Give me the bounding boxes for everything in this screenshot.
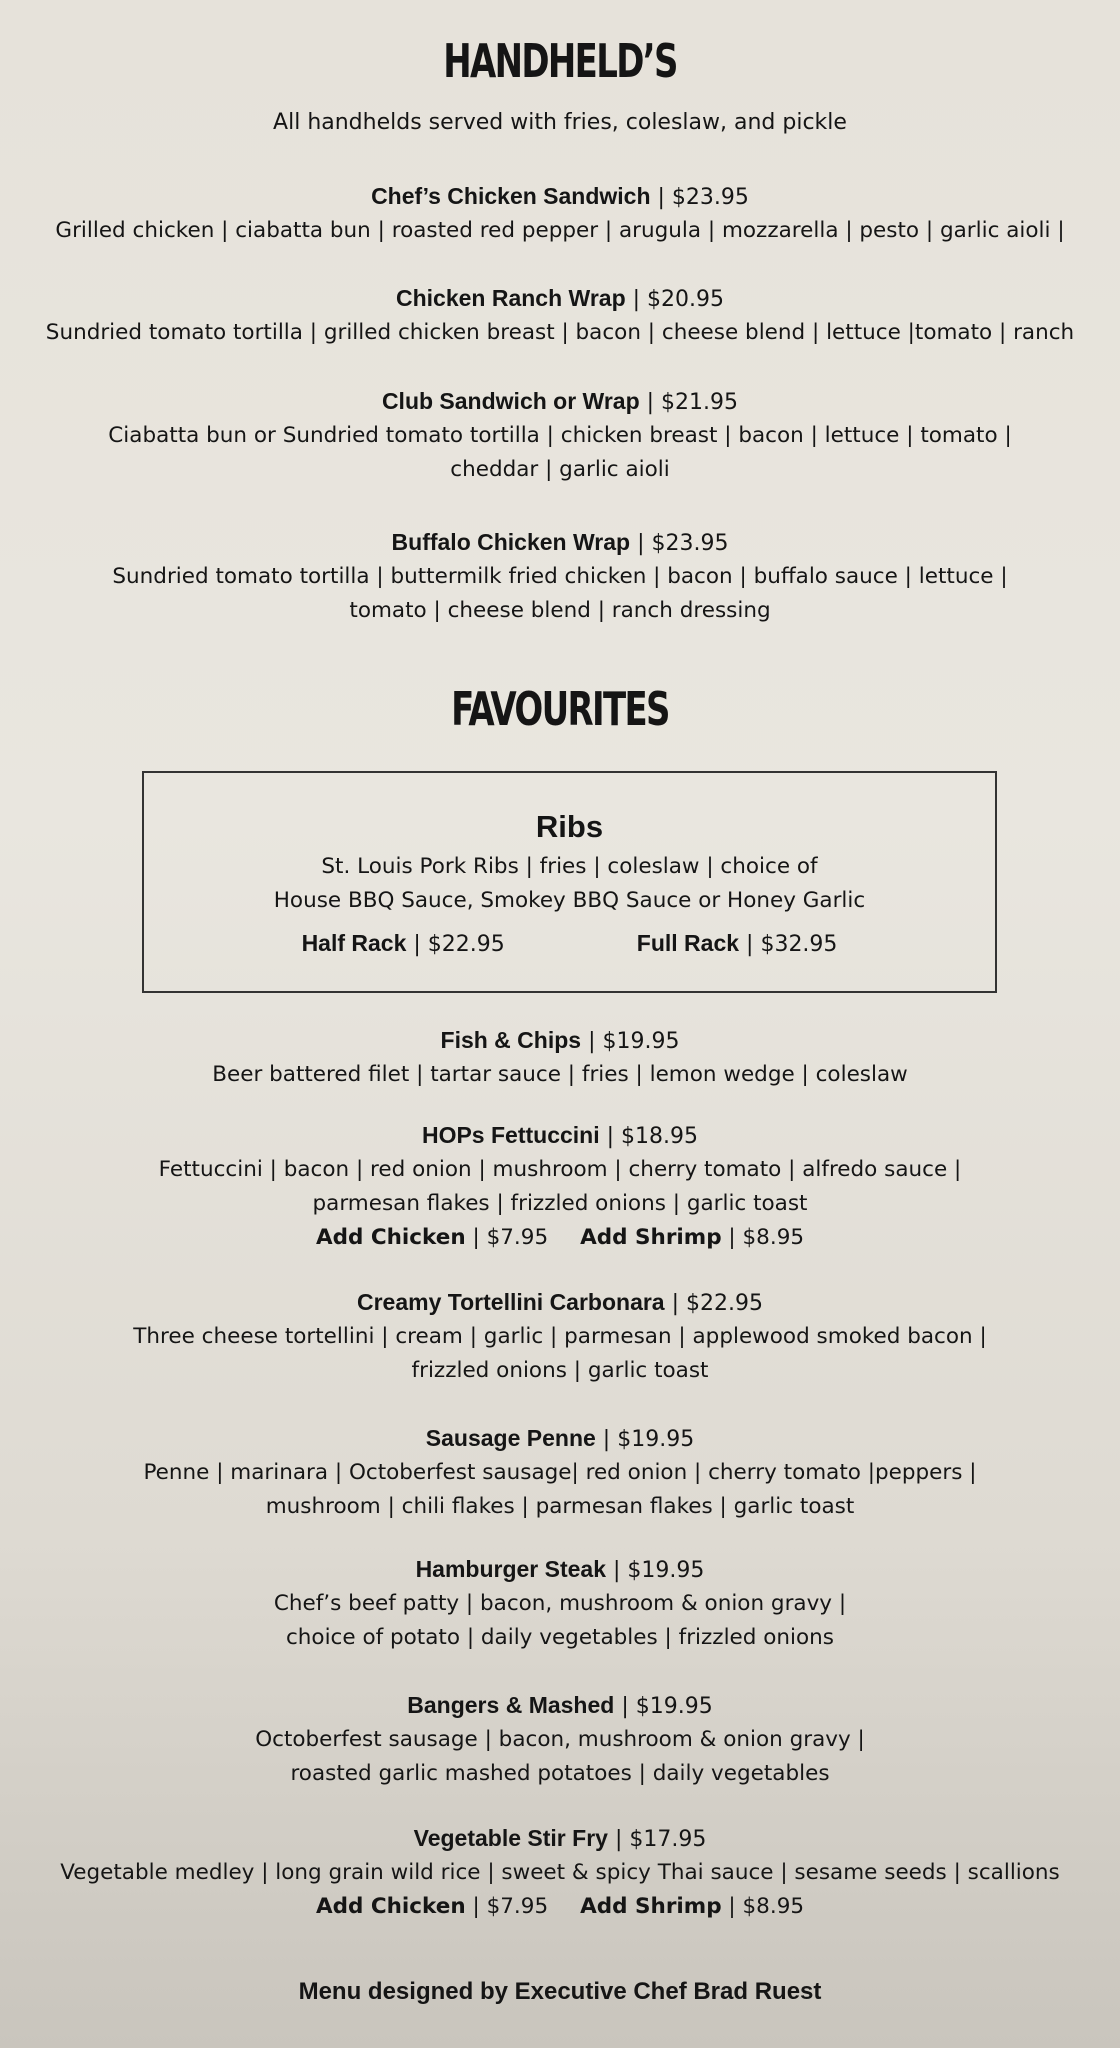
handhelds-subtitle: All handhelds served with fries, coleslaw, and pickle bbox=[273, 110, 847, 135]
ribs-description: St. Louis Pork Ribs | fries | coleslaw | choice of House BBQ Sauce, Smokey BBQ Sauce or Honey Garlic bbox=[273, 854, 866, 913]
ribs-rack-options bbox=[144, 930, 995, 957]
item-addons bbox=[0, 1221, 1120, 1255]
half-rack-name: Half Rack bbox=[301, 930, 407, 956]
item-price: | $20.95 bbox=[625, 287, 725, 312]
item-price: | $18.95 bbox=[599, 1124, 699, 1149]
item-name: Chicken Ranch Wrap bbox=[395, 285, 626, 311]
addon-shrimp-name: Add Shrimp bbox=[580, 1225, 722, 1250]
item-name: Buffalo Chicken Wrap bbox=[391, 529, 631, 555]
item-price: | $19.95 bbox=[614, 1694, 713, 1719]
item-description: Chef’s beef patty | bacon, mushroom & onion gravy | choice of potato | daily vegetables | frizzled onions bbox=[273, 1591, 847, 1650]
menu-item-club-sandwich-or-wrap bbox=[0, 385, 1120, 487]
menu-item-bangers-and-mashed bbox=[0, 1689, 1120, 1791]
menu-item-hamburger-steak bbox=[0, 1553, 1120, 1655]
item-name: Bangers & Mashed bbox=[407, 1692, 615, 1718]
menu-item-sausage-penne bbox=[0, 1422, 1120, 1524]
handhelds-section bbox=[0, 34, 1120, 135]
item-description: Grilled chicken | ciabatta bun | roasted red pepper | arugula | mozzarella | pesto | garlic aioli | bbox=[55, 218, 1065, 243]
menu-item-chicken-ranch-wrap bbox=[0, 282, 1120, 350]
addon-shrimp-name: Add Shrimp bbox=[580, 1894, 722, 1919]
menu-item-creamy-tortellini-carbonara bbox=[0, 1286, 1120, 1388]
item-price: | $22.95 bbox=[664, 1291, 763, 1316]
item-price: | $23.95 bbox=[650, 185, 749, 210]
menu-item-hops-fettuccini bbox=[0, 1119, 1120, 1255]
item-description: Ciabatta bun or Sundried tomato tortilla | chicken breast | bacon | lettuce | tomato | cheddar | garlic aioli bbox=[108, 423, 1012, 482]
ribs-title: Ribs bbox=[535, 809, 604, 844]
menu-item-fish-and-chips bbox=[0, 1024, 1120, 1092]
item-price: | $19.95 bbox=[595, 1427, 695, 1452]
item-price: | $19.95 bbox=[606, 1558, 705, 1583]
half-rack-price: | $22.95 bbox=[406, 932, 505, 957]
ribs-feature-box bbox=[142, 771, 997, 993]
item-price: | $21.95 bbox=[639, 390, 739, 415]
item-price: | $19.95 bbox=[581, 1029, 680, 1054]
full-rack-price: | $32.95 bbox=[739, 932, 838, 957]
item-price: | $23.95 bbox=[630, 531, 729, 556]
full-rack-option bbox=[637, 930, 838, 957]
item-name: Fish & Chips bbox=[440, 1027, 582, 1053]
item-description: Penne | marinara | Octoberfest sausage| red onion | cherry tomato |peppers | mushroom | chili flakes | parmesan flakes | garlic toast bbox=[143, 1460, 977, 1519]
item-description: Sundried tomato tortilla | buttermilk fried chicken | bacon | buffalo sauce | lettuce | tomato | cheese blend | ranch dressing bbox=[112, 564, 1008, 623]
item-name: HOPs Fettuccini bbox=[421, 1122, 600, 1148]
item-addons bbox=[0, 1890, 1120, 1924]
item-description: Three cheese tortellini | cream | garlic | parmesan | applewood smoked bacon | frizzled onions | garlic toast bbox=[133, 1324, 987, 1383]
addon-chicken-price: | $7.95 bbox=[465, 1225, 549, 1250]
menu-item-vegetable-stir-fry bbox=[0, 1822, 1120, 1924]
item-description: Sundried tomato tortilla | grilled chicken breast | bacon | cheese blend | lettuce |tomato | ranch bbox=[45, 320, 1075, 345]
item-name: Creamy Tortellini Carbonara bbox=[357, 1289, 665, 1315]
item-description: Vegetable medley | long grain wild rice | sweet & spicy Thai sauce | sesame seeds | scallions bbox=[60, 1860, 1060, 1885]
item-price: | $17.95 bbox=[607, 1827, 707, 1852]
menu-item-chefs-chicken-sandwich bbox=[0, 180, 1120, 248]
addon-shrimp-price: | $8.95 bbox=[721, 1225, 805, 1250]
item-description: Beer battered filet | tartar sauce | fries | lemon wedge | coleslaw bbox=[212, 1062, 908, 1087]
item-name: Sausage Penne bbox=[425, 1425, 596, 1451]
item-name: Club Sandwich or Wrap bbox=[381, 388, 640, 414]
item-description: Octoberfest sausage | bacon, mushroom & onion gravy | roasted garlic mashed potatoes | daily vegetables bbox=[255, 1727, 865, 1786]
favourites-section bbox=[0, 682, 1120, 736]
favourites-title: FAVOURITES bbox=[451, 682, 669, 736]
item-name: Chef’s Chicken Sandwich bbox=[371, 183, 651, 209]
full-rack-name: Full Rack bbox=[636, 930, 740, 956]
addon-chicken-name: Add Chicken bbox=[315, 1225, 466, 1250]
menu-item-buffalo-chicken-wrap bbox=[0, 526, 1120, 628]
menu-footer-credit: Menu designed by Executive Chef Brad Ruest bbox=[298, 1978, 822, 2005]
addon-chicken-price: | $7.95 bbox=[465, 1894, 549, 1919]
item-name: Vegetable Stir Fry bbox=[413, 1825, 608, 1851]
handhelds-title: HANDHELD’S bbox=[443, 34, 677, 88]
half-rack-option bbox=[302, 930, 505, 957]
item-name: Hamburger Steak bbox=[415, 1556, 607, 1582]
addon-shrimp-price: | $8.95 bbox=[721, 1894, 805, 1919]
item-description: Fettuccini | bacon | red onion | mushroom | cherry tomato | alfredo sauce | parmesan flakes | frizzled onions | garlic toast bbox=[158, 1157, 962, 1216]
addon-chicken-name: Add Chicken bbox=[315, 1894, 466, 1919]
